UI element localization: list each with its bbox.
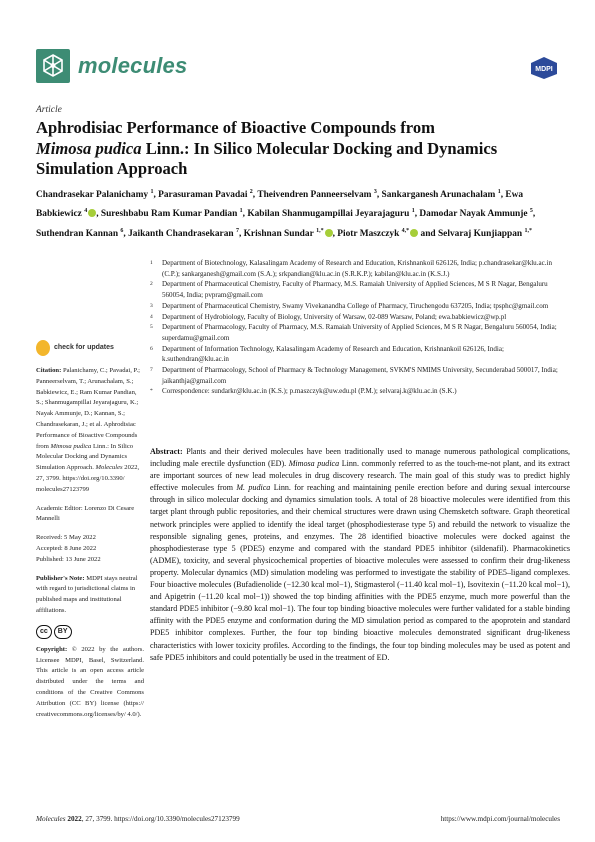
received-date: Received: 5 May 2022 xyxy=(36,534,96,542)
author-name: Chandrasekar Palanichamy xyxy=(36,190,149,201)
title-part1: Aphrodisiac Performance of Bioactive Compounds from xyxy=(36,118,435,137)
page-footer xyxy=(36,815,560,823)
abstract-s3: Linn. for reaching and maintaining penile erection before and during sexual intercourse through in silico molecular docking and dynamics simulation tools. A total of 28 bioactive molecules were identified from this target plant through public repositories, and their chemical structures were drawn using Chemsketch software. Graph theoretical network principles were applied to identify the ideal target (phosphodiesterase type 5) and rebuild the network to visualize the responsible signaling genes, proteins, and enzymes. The 28 identified bioactive molecules were docked against the phosphodiesterase type 5 (PDE5) enzyme and compared with the standard PDE5 inhibitor (sildenafil). Pharmacokinetics (ADME), toxicity, and several physicochemical properties of bioactive molecules were assessed to confirm their drug-likeness property. Molecular dynamics (MD) simulation modeling was performed to investigate the stability of PDE5–ligand complexes. Four bioactive molecules (Bufadienolide (−12.30 kcal mol−1), Stigmasterol (−11.40 kcal mol−1), Isovitexin (−11.20 kcal mol−1), and Apigetrin (−11.20 kcal mol−1)) showed the top binding affinities with the PDE5 enzyme, much more powerful than the standard PDE5 inhibitor (−9.80 kcal mol−1). The four top binding bioactive molecules were further validated for a stable binding affinity with the PDE5 enzyme and conformation during the MD simulation period as compared to the apoprotein and standard PDE5 inhibitor complexes. Further, the four top binding bioactive molecules demonstrated significant drug-likeness characteristics with lower toxicity profiles. According to the findings, the four top binding molecules may be used as potent and safe PDE5 inhibitors and could potentially be used in the treatment of ED. xyxy=(150,483,570,662)
affiliation-text: Department of Pharmaceutical Chemistry, Faculty of Pharmacy, M.S. Ramaiah University of Applied Sciences, M S R Nagar, Bengaluru 560054, India; pvpram@gmail.com xyxy=(162,280,548,300)
journal-name: molecules xyxy=(78,53,188,78)
check-for-updates-button[interactable] xyxy=(36,340,144,356)
affiliation-number: 2 xyxy=(150,281,153,288)
author xyxy=(244,229,333,239)
affiliation-text: Department of Pharmacology, Faculty of Pharmacy, M.S. Ramaiah University of Applied Sciences, M S R Nagar, Bengaluru 560054, India; superdamu@gmail.com xyxy=(162,323,557,342)
author-affiliation-number: 1 xyxy=(497,189,501,195)
affiliation-number: 7 xyxy=(150,367,153,374)
author-name: Kabilan Shanmugampillai Jeyarajaguru xyxy=(247,209,410,220)
affiliations xyxy=(150,258,570,397)
affiliation-item xyxy=(150,344,570,365)
author-name: Sankarganesh Arunachalam xyxy=(381,190,496,201)
copyright xyxy=(36,645,144,721)
author-affiliation-number: 7 xyxy=(235,227,239,234)
footer-journal: Molecules xyxy=(36,815,66,823)
editor-label: Academic Editor: xyxy=(36,504,83,512)
affiliation-number: 6 xyxy=(150,345,153,352)
publisher-name: MDPI xyxy=(535,66,553,73)
abstract-s1: Plants and their derived molecules have been traditionally used to manage numerous pathological complications, including male erectile dysfunction (ED). xyxy=(150,447,570,469)
check-updates-icon xyxy=(36,340,50,356)
affiliation-text: Department of Biotechnology, Kalasalingam Academy of Research and Education, Krishnankoil 626126, India; p.chandrasekar@klu.ac.in (C.P.); sankarganesh@gmail.com (S.A.); srkpandian@klu.ac.in (S.R.K.P.); kabilan@klu.ac.in (K.S.J.) xyxy=(162,259,552,278)
author xyxy=(101,209,243,219)
published-date: Published: 13 June 2022 xyxy=(36,555,101,563)
author-affiliation-number: 4 xyxy=(84,208,88,215)
citation-italic: Mimosa pudica xyxy=(50,442,92,450)
author-affiliation-number: 1 xyxy=(150,189,154,195)
orcid-icon[interactable] xyxy=(410,229,418,237)
affiliation-text: Correspondence: sundarkr@klu.ac.in (K.S.); p.maszczyk@uw.edu.pl (P.M.); selvaraj.k@klu.ac.in (S.K.) xyxy=(162,387,457,396)
affiliation-text: Department of Hydrobiology, Faculty of Biology, University of Warsaw, 02-089 Warsaw, Poland; ewa.babkiewicz@wp.pl xyxy=(162,312,507,321)
molecules-logo-icon xyxy=(36,49,70,83)
article-type: Article xyxy=(36,105,62,115)
publisher-note-text: MDPI stays neutral with regard to jurisdictional claims in published maps and institutional affiliations. xyxy=(36,574,138,614)
academic-editor xyxy=(36,504,144,526)
author-name: Theivendren Panneerselvam xyxy=(257,190,372,201)
author-name: Krishnan Sundar xyxy=(243,228,314,239)
footer-year: 2022 xyxy=(67,815,82,823)
abstract-s2-italic: M. pudica xyxy=(236,483,271,493)
mdpi-logo-icon xyxy=(529,56,559,80)
abstract-s1-italic: Mimosa pudica xyxy=(288,459,340,469)
author xyxy=(438,229,532,239)
author-affiliation-number: 1 xyxy=(411,208,415,215)
author-list: Chandrasekar Palanichamy $^1$, Parasuraman Pavadai $^2$, Theivendren Panneerselvam $^3$, Sankarganesh Arunachalam $^1$, Ewa Babkiewicz $^4$ , Sureshbabu Ram Kumar Pandian $^1$, Kabilan Shanmugampillai Jeyarajaguru $^1$, Damodar Nayak Ammunje $^5$, Suthendran Kannan $^6$, Jaikanth Chandrasekaran $^7$, Krishnan Sundar $^{1,*}$ , Piotr Maszczyk $^{4,*}$ and Selvaraj Kunjiappan $^{1,*}$ xyxy=(36,189,536,239)
copyright-text: © 2022 by the authors. Licensee MDPI, Basel, Switzerland. This article is an open access article distributed under the terms and conditions of the Creative Commons Attribution (CC BY) license (https:// creativecommons.org/licenses/by/ 4.0/). xyxy=(36,645,144,718)
author xyxy=(128,229,239,239)
publisher-note xyxy=(36,574,144,617)
citation-doi-link[interactable]: 2022, 27, 3799. https://doi.org/10.3390/ molecules27123799 xyxy=(36,464,140,493)
cc-by-license-icon[interactable] xyxy=(36,625,144,639)
citation-journal: Molecules xyxy=(95,464,123,472)
author-affiliation-number: 5 xyxy=(529,208,533,215)
author xyxy=(36,190,153,200)
author xyxy=(337,229,418,239)
editor-name: Lorenzo Di Cesare Mannelli xyxy=(36,504,135,523)
author-name: Suthendran Kannan xyxy=(36,228,119,239)
affiliation-number: 5 xyxy=(150,324,153,331)
affiliation-item xyxy=(150,322,570,343)
affiliation-item xyxy=(150,312,570,323)
check-updates-label: check for updates xyxy=(54,344,114,352)
by-label: BY xyxy=(54,625,72,639)
affiliation-number: * xyxy=(150,388,153,395)
author-affiliation-number: 4,* xyxy=(401,227,410,234)
affiliation-number: 4 xyxy=(150,313,153,320)
cc-label: cc xyxy=(36,625,52,639)
publisher-note-label: Publisher's Note: xyxy=(36,574,85,582)
affiliation-text: Department of Pharmacology, School of Pharmacy & Technology Management, SVKM'S NMIMS University, Secunderabad 500017, India; jaikanthja@gmail.com xyxy=(162,366,558,385)
affiliation-item xyxy=(150,279,570,300)
affiliation-number: 3 xyxy=(150,302,153,309)
article-title xyxy=(36,118,558,180)
footer-citation xyxy=(36,815,240,823)
citation-label: Citation: xyxy=(36,367,62,374)
accepted-date: Accepted: 8 June 2022 xyxy=(36,544,97,552)
author-name: Piotr Maszczyk xyxy=(337,228,400,239)
footer-site-link[interactable]: https://www.mdpi.com/journal/molecules xyxy=(440,815,560,823)
author-affiliation-number: 2 xyxy=(249,189,253,195)
author-name: Ewa Babkiewicz xyxy=(36,190,524,220)
citation-text: Palanichamy, C.; Pavadai, P.; Panneerselvam, T.; Arunachalam, S.; Babkiewicz, E.; Ram Kumar Pandian, S.; Shanmugampillai Jeyarajaguru, K.; Nayak Ammunje, D.; Kannan, S.; Chandrasekaran, J.; et al. Aphrodisiac Performance of Bioactive Compounds from xyxy=(36,367,140,450)
author xyxy=(257,190,377,200)
author-name: Parasuraman Pavadai xyxy=(158,190,248,201)
abstract-s2: Linn. commonly referred to as the touch-me-not plant, and its extract are important sources of new lead molecules in drug discovery research. The main goal of this study was to predict highly effective molecules from xyxy=(150,459,571,493)
affiliation-text: Department of Information Technology, Kalasalingam Academy of Research and Education, Krishnankoil 626126, India; k.suthendran@klu.ac.in xyxy=(162,344,504,364)
author-affiliation-number: 1,* xyxy=(524,227,532,234)
author-affiliation-number: 6 xyxy=(120,227,124,234)
affiliation-item xyxy=(150,365,570,386)
dates xyxy=(36,533,144,565)
author-name: Jaikanth Chandrasekaran xyxy=(128,228,234,239)
author-affiliation-number: 1 xyxy=(239,208,243,215)
sidebar xyxy=(36,340,144,728)
affiliation-number: 1 xyxy=(150,260,153,266)
abstract-label: Abstract: xyxy=(150,447,183,456)
author-name: Selvaraj Kunjiappan xyxy=(437,228,523,239)
author xyxy=(419,209,533,219)
title-italic: Mimosa pudica xyxy=(36,138,142,158)
author xyxy=(36,229,123,239)
author-affiliation-number: 1,* xyxy=(316,227,324,234)
author-name: Sureshbabu Ram Kumar Pandian xyxy=(100,209,238,220)
journal-logo xyxy=(36,48,187,84)
citation-text2: Linn.: In Silico Molecular Docking and Dynamics Simulation Approach. xyxy=(36,442,134,472)
affiliation-item xyxy=(150,258,570,279)
abstract xyxy=(150,446,570,664)
copyright-label: Copyright: xyxy=(36,645,68,653)
author-affiliation-number: 3 xyxy=(373,189,377,195)
author xyxy=(158,190,253,200)
affiliation-item xyxy=(150,386,570,397)
author xyxy=(382,190,501,200)
author-name: Damodar Nayak Ammunje xyxy=(419,209,528,220)
title-part2: Linn.: In Silico Molecular Docking and Dynamics Simulation Approach xyxy=(36,138,498,178)
affiliation-item xyxy=(150,301,570,312)
orcid-icon[interactable] xyxy=(88,209,96,217)
citation xyxy=(36,366,144,496)
orcid-icon[interactable] xyxy=(325,229,333,237)
affiliation-text: Department of Pharmaceutical Chemistry, Swamy Vivekanandha College of Pharmacy, Tiruchengodu 637205, India; tpsphc@gmail.com xyxy=(162,301,549,310)
footer-doi[interactable]: , 27, 3799. https://doi.org/10.3390/molecules27123799 xyxy=(81,815,240,823)
author xyxy=(247,209,414,219)
